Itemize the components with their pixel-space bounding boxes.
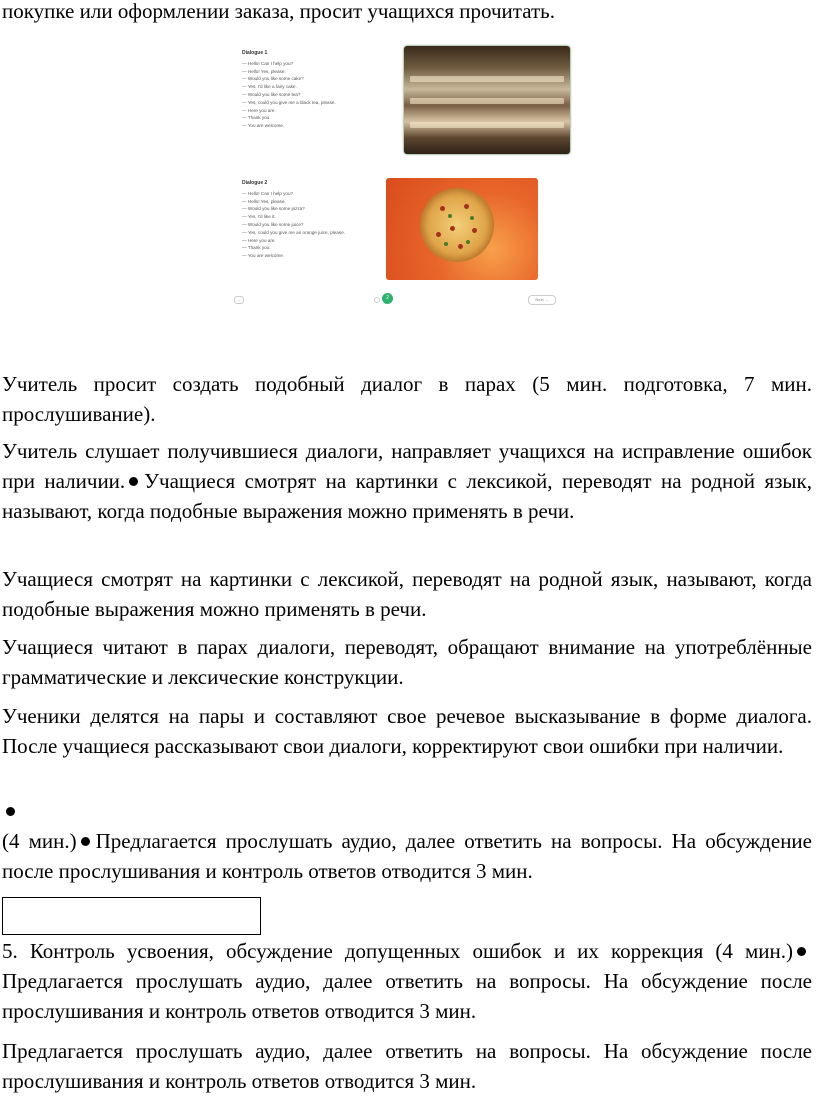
dialogue-1 <box>242 50 392 130</box>
dialogue-line: — Thank you. <box>242 245 271 251</box>
dialogue-line: — Here you are. <box>242 237 276 243</box>
dialogue-line: — Thank you. <box>242 115 271 121</box>
paragraph-2-part-2: Учащиеся смотрят на картинки с лексикой, переводят на родной язык, называют, когда подобные выражения можно применять в речи. <box>2 469 812 523</box>
paragraph-6-part-2: Предлагается прослушать аудио, далее ответить на вопросы. На обсуждение после прослушивания и контроль ответов отводится 3 мин. <box>2 829 812 883</box>
bullet-icon <box>129 477 138 486</box>
paragraph-8: Предлагается прослушать аудио, далее ответить на вопросы. На обсуждение после прослушивания и контроль ответов отводится 3 мин. <box>2 1039 812 1093</box>
pizza-photo <box>386 178 538 280</box>
bullet-icon <box>6 807 15 816</box>
dialogue-line: — Yes, could you give me a black tea, please. <box>242 99 336 105</box>
paragraph-7 <box>2 936 812 1026</box>
dialogue-2-title: Dialogue 2 <box>242 180 268 186</box>
paragraph-6 <box>2 826 812 886</box>
dialogue-line: — Would you like some tea? <box>242 91 301 97</box>
dialogue-line: — Would you like some juice? <box>242 221 304 227</box>
dialogue-line: — Yes, I'd like it. <box>242 214 276 220</box>
dialogue-line: — Hello! Can I help you? <box>242 60 294 66</box>
paragraph-2 <box>2 436 812 526</box>
current-page-indicator[interactable]: 2 <box>382 293 393 304</box>
dialogue-line: — Hello! Can I help you? <box>242 190 294 196</box>
dialogue-line: — Here you are. <box>242 107 276 113</box>
next-slide-button[interactable]: Next → <box>528 295 556 305</box>
paragraph-6-part-1: (4 мин.) <box>2 829 77 853</box>
lesson-slide <box>228 40 588 310</box>
paragraph-4: Учащиеся читают в парах диалоги, переводят, обращают внимание на употреблённые грамматические и лексические конструкции. <box>2 635 812 689</box>
paragraph-7-part-1: 5. Контроль усвоения, обсуждение допущенных ошибок и их коррекция (4 мин.) <box>2 939 793 963</box>
bullet-icon <box>81 837 90 846</box>
dialogue-line: — Would you like some cake? <box>242 76 304 82</box>
paragraph-3: Учащиеся смотрят на картинки с лексикой, переводят на родной язык, называют, когда подобные выражения можно применять в речи. <box>2 567 812 621</box>
paragraph-5: Ученики делятся на пары и составляют свое речевое высказывание в форме диалога. После учащиеся рассказывают свои диалоги, корректируют свои ошибки при наличии. <box>2 704 812 758</box>
paragraph-1: Учитель просит создать подобный диалог в парах (5 мин. подготовка, 7 мин. прослушивание). <box>2 372 812 426</box>
dialogue-line: — Yes, could you give me an orange juice, please. <box>242 229 345 235</box>
dialogue-line: — Yes, I'd like a fairy cake. <box>242 84 297 90</box>
paragraph-7-part-2: Предлагается прослушать аудио, далее ответить на вопросы. На обсуждение после прослушивания и контроль ответов отводится 3 мин. <box>2 969 812 1023</box>
bullet-icon <box>797 947 806 956</box>
prev-slide-button[interactable]: ← <box>234 296 244 304</box>
page-dot[interactable] <box>374 297 380 303</box>
dialogue-line: — You are welcome. <box>242 253 285 259</box>
dialogue-1-title: Dialogue 1 <box>242 50 268 56</box>
dialogue-line: — Hello! Yes, please. <box>242 68 286 74</box>
dialogue-line: — You are welcome. <box>242 123 285 129</box>
bakery-photo <box>404 46 570 154</box>
dialogue-2 <box>242 180 372 260</box>
empty-box <box>2 897 261 935</box>
dialogue-line: — Would you like some pizza? <box>242 206 305 212</box>
pizza-icon <box>420 188 494 262</box>
top-line: покупке или оформлении заказа, просит учащихся прочитать. <box>2 0 555 23</box>
dialogue-line: — Hello! Yes, please. <box>242 198 286 204</box>
paragraph-2-part-1: Учитель слушает получившиеся диалоги, направляет учащихся на исправление ошибок при наличии. <box>2 439 812 493</box>
